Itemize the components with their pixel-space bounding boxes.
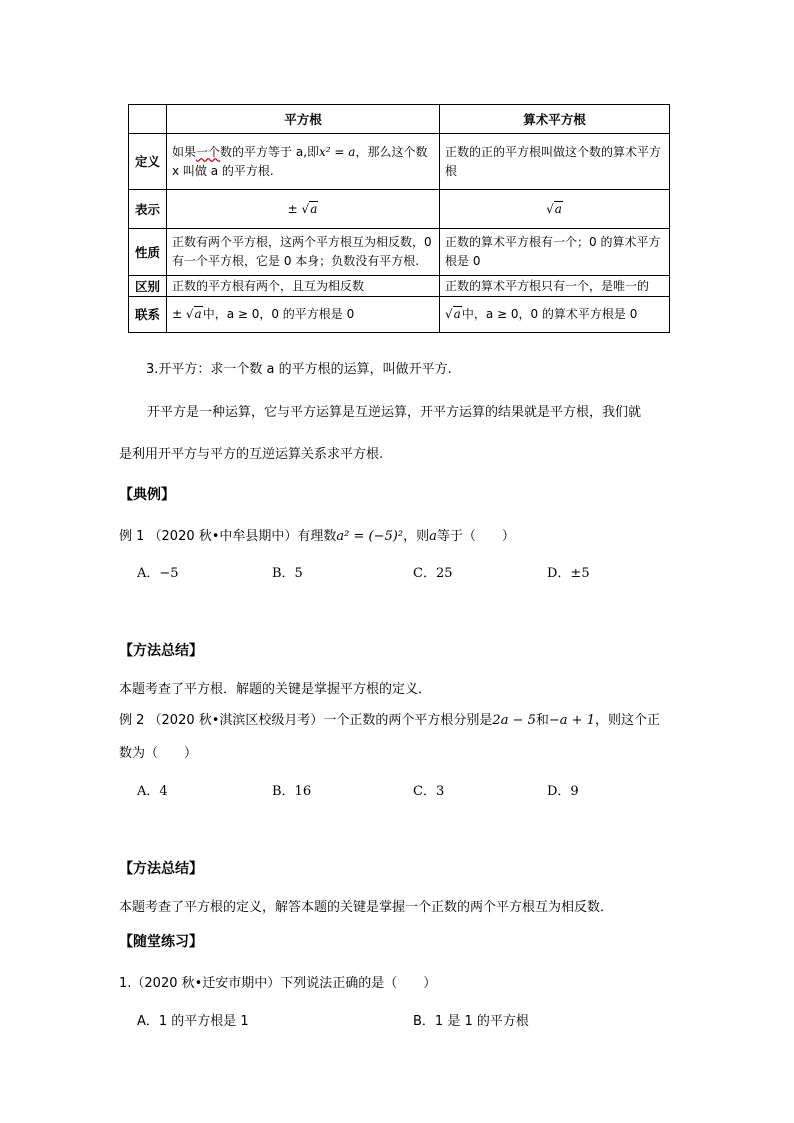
sqrt-radicand: a <box>453 307 461 321</box>
practice-question-1: 1.（2020 秋•迁安市期中）下列说法正确的是（ ） <box>119 976 437 991</box>
example-2-question-line1 <box>119 709 660 728</box>
text: 数的平方等于 a,即 <box>220 144 320 159</box>
notation-left-cell: ± √a <box>167 190 440 229</box>
comparison-table <box>128 104 670 333</box>
text: 例 2 （2020 秋•淇滨区校级月考）一个正数的两个平方根分别是 <box>119 713 493 728</box>
formula: −a + 1 <box>548 713 595 728</box>
text: ，则这个正 <box>594 713 660 728</box>
summary-2-text: 本题考查了平方根的定义，解答本题的关键是掌握一个正数的两个平方根互为相反数． <box>119 900 614 915</box>
text: ，则 <box>403 529 430 544</box>
table-row-relation <box>129 297 670 333</box>
col-header-arithmetic-root: 算术平方根 <box>440 105 670 134</box>
paragraph-open-square-definition: 3.开平方：求一个数 a 的平方根的运算，叫做开平方. <box>146 362 452 377</box>
sqrt-radicand: a <box>194 307 202 321</box>
wavy-underlined-text: 一个 <box>196 144 221 159</box>
definition-right-cell: 正数的正的平方根叫做这个数的算术平方根 <box>440 134 670 190</box>
section-heading-example: 【典例】 <box>119 487 175 503</box>
example-2-option-b[interactable]: B．16 <box>272 784 312 799</box>
paragraph-explanation-line1: 开平方是一种运算，它与平方运算是互逆运算，开平方运算的结果就是平方根，我们就 <box>147 405 642 420</box>
example-1-option-a[interactable]: A．−5 <box>137 566 179 581</box>
property-left-cell: 正数有两个平方根，这两个平方根互为相反数，0 有一个平方根，它是 0 本身；负数没有平方根. <box>167 229 440 276</box>
table-row-notation <box>129 190 670 229</box>
example-1-option-d[interactable]: D．±5 <box>547 566 590 581</box>
text: 等于（ ） <box>436 529 515 544</box>
example-1-option-b[interactable]: B．5 <box>272 566 303 581</box>
text: 如果 <box>172 144 197 159</box>
formula: 2a − 5 <box>492 713 536 728</box>
row-label: 定义 <box>129 134 167 190</box>
difference-left-cell: 正数的平方根有两个，且互为相反数 <box>167 276 440 297</box>
example-2-option-c[interactable]: C．3 <box>413 784 445 799</box>
difference-right-cell: 正数的算术平方根只有一个，是唯一的 <box>440 276 670 297</box>
text: 中，a ≥ 0，0 的平方根是 0 <box>202 307 355 321</box>
example-2-question-line2: 数为（ ） <box>119 746 198 761</box>
section-heading-method-summary-2: 【方法总结】 <box>119 861 203 877</box>
section-heading-practice: 【随堂练习】 <box>119 934 203 950</box>
text: 中，a ≥ 0，0 的算术平方根是 0 <box>461 307 638 321</box>
text: 和 <box>535 713 549 728</box>
example-1-question <box>119 525 515 544</box>
row-label: 联系 <box>129 297 167 333</box>
table-header-row <box>129 105 670 134</box>
sqrt-radicand: a <box>310 201 318 216</box>
variable: a <box>429 529 437 544</box>
section-heading-method-summary: 【方法总结】 <box>119 643 203 659</box>
property-right-cell: 正数的算术平方根有一个；0 的算术平方根是 0 <box>440 229 670 276</box>
formula: x² = a <box>319 144 356 159</box>
formula: a² = (−5)² <box>336 529 404 544</box>
relation-left-cell: ± √a中，a ≥ 0，0 的平方根是 0 <box>167 297 440 333</box>
row-label: 表示 <box>129 190 167 229</box>
practice-1-option-a[interactable]: A．1 的平方根是 1 <box>137 1014 249 1029</box>
summary-1-text: 本题考查了平方根．解题的关键是掌握平方根的定义． <box>119 682 432 697</box>
text: ，那么这个数 x 叫做 a 的平方根. <box>172 144 428 178</box>
sqrt-radicand: a <box>554 201 562 216</box>
definition-left-cell <box>167 134 440 190</box>
row-label: 性质 <box>129 229 167 276</box>
example-2-option-a[interactable]: A．4 <box>137 784 168 799</box>
col-header-square-root: 平方根 <box>167 105 440 134</box>
practice-1-option-b[interactable]: B．1 是 1 的平方根 <box>413 1014 529 1029</box>
plus-minus-sign: ± <box>172 307 183 321</box>
table-row-definition <box>129 134 670 190</box>
table-row-property <box>129 229 670 276</box>
paragraph-explanation-line2: 是利用开平方与平方的互逆运算关系求平方根. <box>119 447 384 462</box>
row-label: 区别 <box>129 276 167 297</box>
example-1-option-c[interactable]: C．25 <box>413 566 453 581</box>
plus-minus-sign: ± <box>287 201 298 216</box>
relation-right-cell: √a中，a ≥ 0，0 的算术平方根是 0 <box>440 297 670 333</box>
table-row-difference <box>129 276 670 297</box>
text: 例 1 （2020 秋•中牟县期中）有理数 <box>119 529 337 544</box>
notation-right-cell: √a <box>440 190 670 229</box>
table-corner-cell <box>129 105 167 134</box>
example-2-option-d[interactable]: D．9 <box>547 784 579 799</box>
